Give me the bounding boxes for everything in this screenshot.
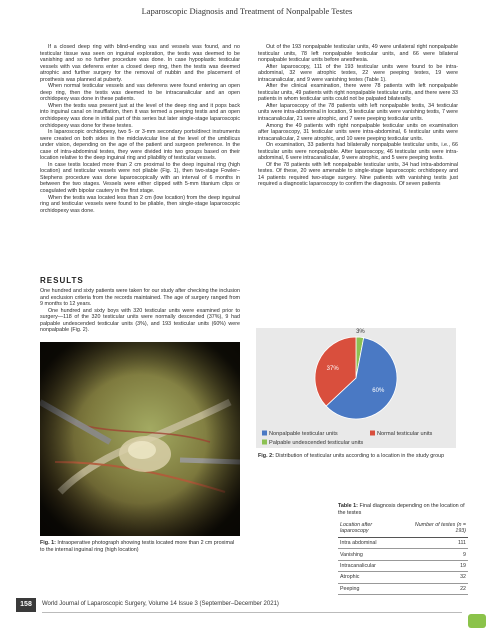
journal-footer: World Journal of Laparoscopic Surgery, Volume 14 Issue 3 (September–December 2021)	[42, 601, 279, 607]
pie-chart	[256, 328, 456, 448]
table-cell: 32	[403, 572, 468, 583]
paragraph: When normal testicular vessels and vas deferens were found entering an open deep ring, then the testis was deemed to be intracanalicular and an open orchidopexy was done in these patients.	[40, 83, 240, 103]
publisher-logo-icon	[468, 614, 486, 628]
intraoperative-photo	[40, 342, 240, 536]
figure-label: Fig. 2:	[258, 453, 274, 459]
table-cell: 22	[403, 583, 468, 594]
caption-text: Final diagnosis depending on the location of the testes	[338, 503, 465, 516]
legend-label: Palpable undescended testicular units	[269, 440, 364, 446]
table-row	[338, 549, 468, 560]
paragraph: Among the 49 patients with right nonpalpable testicular units on examination after laparoscopy, 31 testicular units were intra-abdominal, 6 testicular units were intracanalicular, 2 were atrophic, and 10 were peeping testicular units.	[258, 122, 458, 142]
paragraph: Out of the 193 nonpalpable testicular units, 49 were unilateral right nonpalpable testicular units, 78 left nonpalpable testicular units, and 66 were bilateral nonpalpable testicular units before anesthesia.	[258, 44, 458, 64]
slice-data-label: 60%	[372, 388, 385, 395]
figure-1-caption	[40, 540, 240, 553]
table-cell: Intracanalicular	[338, 560, 403, 571]
paragraph: After laparoscopy of the 78 patients with left nonpalpable testis, 34 testicular units were intra-abdominal in location, 9 testicular units were vanishing testis, 7 were intracanalicular, 21 were atrophic, and 7 were peeping testicular units.	[258, 102, 458, 123]
paragraph: In case testis located more than 2 cm proximal to the deep inguinal ring (high location) and testicular vessels were not pliable (Fig. 1), then two-stage Fowler–Stephens procedure was done laparoscopically with an interval of 6 months in between the two stages. Vessels were either clipped with 5-mm titanium clips or coagulated with bipolar cautery in the first stage.	[40, 161, 240, 195]
table-cell: Vanishing	[338, 549, 403, 560]
right-column-text	[258, 44, 458, 188]
left-column-text	[40, 44, 240, 214]
table-cell: Intra abdominal	[338, 538, 403, 549]
table-row	[338, 560, 468, 571]
paragraph: If a closed deep ring with blind-ending vas and vessels was found, and no testicular tissue was seen on inguinal exploration, the testis was deemed to be vanishing and so no further procedure was done. In case hypoplastic testicular vessels with vas deferens enter a closed deep ring, then the testis was deemed atrophic and further surgery for the removal of nubbin and the placement of prosthesis was planned at puberty.	[40, 44, 240, 83]
legend-swatch	[262, 431, 267, 436]
paragraph: One hundred and sixty patients were taken for our study after checking the inclusion and exclusion criteria from the records maintained. The age of surgery ranged from 9 months to 12 years.	[40, 288, 240, 308]
running-header: Laparoscopic Diagnosis and Treatment of Nonpalpable Testes	[141, 6, 353, 16]
slice-data-label: 3%	[356, 329, 365, 336]
table-header-row	[338, 520, 468, 538]
pie-chart-panel	[256, 328, 456, 448]
caption-text: Distribution of testicular units according to a location in the study group	[275, 453, 445, 459]
table-row	[338, 583, 468, 594]
table-cell: 19	[403, 560, 468, 571]
table-1-caption	[338, 503, 468, 516]
legend-label: Normal testicular units	[377, 431, 433, 437]
table-cell: 9	[403, 549, 468, 560]
paragraph: After the clinical examination, there were 78 patients with left nonpalpable testicular units, 49 patients with right nonpalpable testicular units, and there were 33 patients in whom testicular units could not be palpated bilaterally.	[258, 83, 458, 103]
table-cell: Atrophic	[338, 572, 403, 583]
table-cell: Peeping	[338, 583, 403, 594]
table-row	[338, 572, 468, 583]
figure-2-caption	[258, 453, 458, 460]
column-header: Number of testes (n = 193)	[403, 520, 468, 538]
figure-label: Fig. 1:	[40, 540, 56, 546]
results-heading: RESULTS	[40, 276, 84, 285]
paragraph: When the testis was located less than 2 cm (low location) from the deep inguinal ring and testicular vessels were found to be pliable, then single-stage laparoscopic orchidopexy was done.	[40, 194, 240, 214]
paragraph: In laparoscopic orchidopexy, two 5- or 3-mm secondary ports/direct instruments were created on both sides in the midclavicular line at the level of the umbilicus under vision, depending on the age of the patient and surgeon preference. In the case of intra-abdominal testes, they were divided into two groups based on their location relative to the deep inguinal ring and pliability of testicular vessels.	[40, 129, 240, 162]
laparoscopy-illustration	[40, 342, 240, 536]
column-header: Location after laparoscopy	[338, 520, 403, 538]
results-text	[40, 288, 240, 334]
table-label: Table 1:	[338, 503, 358, 509]
paragraph: After laparoscopy, 111 of the 193 testicular units were found to be intra-abdominal, 32 were atrophic testes, 22 were peeping testes, 19 were intracanalicular, and 9 were vanishing testes (Table 1).	[258, 63, 458, 83]
legend-label: Nonpalpable testicular units	[269, 431, 338, 437]
paragraph: Of the 78 patients with left nonpalpable testicular units, 34 had intra-abdominal testes. Of these, 20 were amenable to single-stage laparoscopic orchidopexy and 14 patients required two-stage surgery. Nine patients with vanishing testis just required a diagnostic laparoscopy to confirm the diagnosis. Of seven patients	[258, 161, 458, 188]
footer-rule	[42, 612, 462, 613]
diagnosis-table	[338, 520, 468, 595]
table-row	[338, 538, 468, 549]
legend-swatch	[370, 431, 375, 436]
legend-swatch	[262, 440, 267, 445]
slice-data-label: 37%	[326, 365, 339, 372]
paragraph: One hundred and sixty boys with 320 testicular units were examined prior to surgery—118 of the 320 testicular units were normally descended (37%), 9 had palpable undescended testicular units (3%), and 193 testicular units (60%) were nonpalpable (Fig. 2).	[40, 307, 240, 334]
paragraph: On examination, 33 patients had bilaterally nonpalpable testicular units, i.e., 66 testicular units were nonpalpable. After laparoscopy, 46 testicular units were intra-abdominal, 6 were intracanalicular, 9 were atrophic, and 5 were peeping testis.	[258, 142, 458, 162]
page-number: 158	[16, 598, 36, 612]
paragraph: When the testis was present just at the level of the deep ring and it pops back into inguinal canal on insufflation, then it was termed a peeping testis and an open orchidopexy was done in initial part of this series but later single-stage laparoscopic orchidopexy was done for these testes.	[40, 102, 240, 129]
caption-text: Intraoperative photograph showing testis located more than 2 cm proximal to the internal inguinal ring (high location)	[40, 540, 235, 553]
table-cell: 111	[403, 538, 468, 549]
